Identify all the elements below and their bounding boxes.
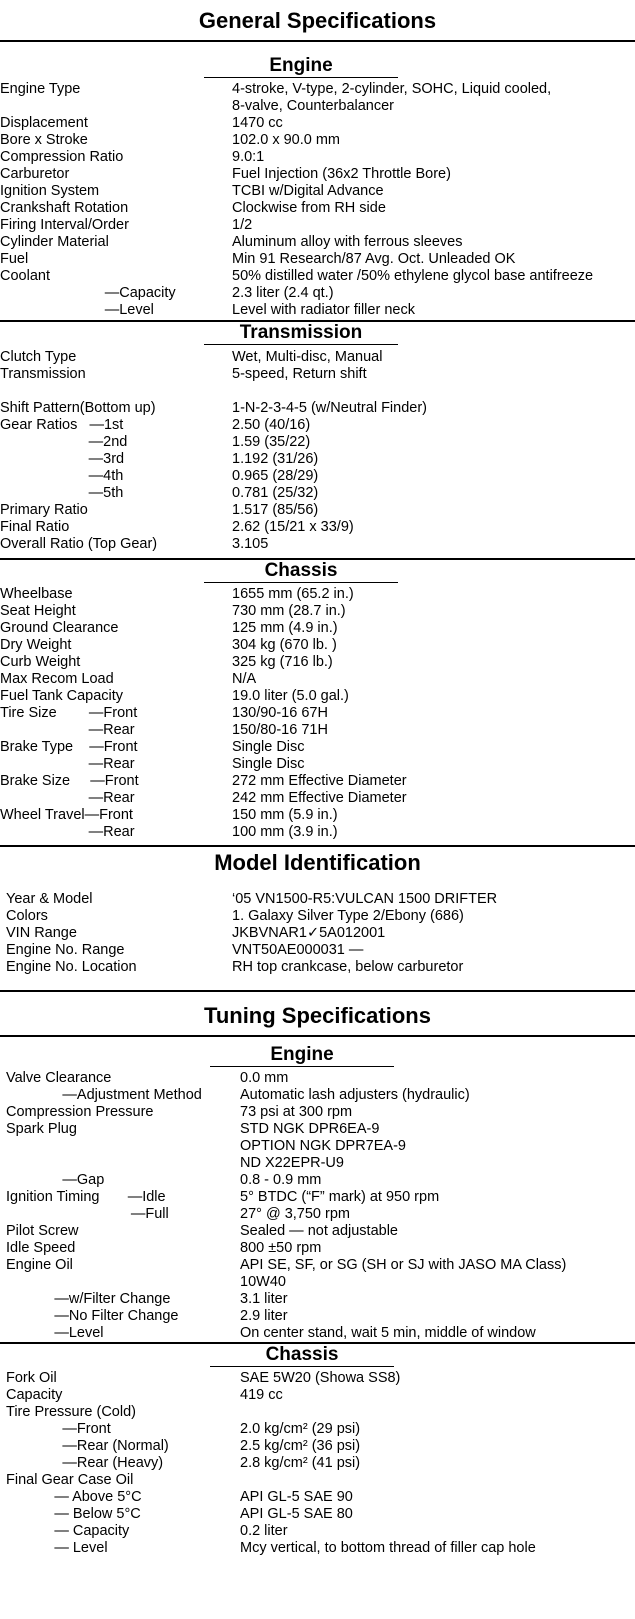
- spec-value: API SE, SF, or SG (SH or SJ with JASO MA Class): [240, 1257, 567, 1273]
- spec-row: [0, 485, 635, 502]
- spec-value: 1.59 (35/22): [232, 434, 311, 450]
- spec-row: [0, 434, 635, 451]
- spec-label: Fuel Tank Capacity: [0, 688, 124, 704]
- spec-label: Gear Ratios —1st: [0, 417, 124, 433]
- spec-label: Coolant: [0, 268, 50, 284]
- spec-row: [0, 1087, 635, 1104]
- spec-row: [0, 1155, 635, 1172]
- spec-label: Engine No. Range: [6, 942, 125, 958]
- spec-value: Level with radiator filler neck: [232, 302, 415, 318]
- spec-value: 5-speed, Return shift: [232, 366, 367, 382]
- spec-value: 1655 mm (65.2 in.): [232, 586, 354, 602]
- spec-row: [0, 1223, 635, 1240]
- chassis-spec-list: [0, 586, 635, 841]
- spec-value: Single Disc: [232, 739, 305, 755]
- spec-label: Colors: [6, 908, 48, 924]
- spec-row: [0, 349, 635, 366]
- spec-label: —Adjustment Method: [6, 1087, 202, 1103]
- spec-row: [0, 1540, 635, 1557]
- spec-label: Bore x Stroke: [0, 132, 88, 148]
- spec-row: [0, 98, 635, 115]
- spec-label: —Rear: [0, 824, 135, 840]
- spec-row: [0, 1070, 635, 1087]
- spec-value: 272 mm Effective Diameter: [232, 773, 407, 789]
- spec-value: 2.62 (15/21 x 33/9): [232, 519, 354, 535]
- spec-label: Dry Weight: [0, 637, 72, 653]
- spec-value: 1.192 (31/26): [232, 451, 319, 467]
- spec-row: [0, 366, 635, 383]
- spec-label: Idle Speed: [6, 1240, 76, 1256]
- spec-value: JKBVNAR1✓5A012001: [232, 925, 386, 941]
- spec-label: Engine Oil: [6, 1257, 73, 1273]
- spec-row: [0, 285, 635, 302]
- spec-row: [0, 268, 635, 285]
- spec-value: 1/2: [232, 217, 253, 233]
- spec-value: ND X22EPR-U9: [240, 1155, 344, 1171]
- spec-row: [0, 925, 635, 942]
- spec-value: 2.9 liter: [240, 1308, 288, 1324]
- spec-value: 800 ±50 rpm: [240, 1240, 322, 1256]
- spec-label: Wheelbase: [0, 586, 73, 602]
- spec-label: — Below 5°C: [6, 1506, 141, 1522]
- spec-label: —Level: [6, 1325, 104, 1341]
- spec-label: Tire Size —Front: [0, 705, 138, 721]
- spec-value: Clockwise from RH side: [232, 200, 386, 216]
- divider: [0, 990, 635, 992]
- spec-row: [0, 739, 635, 756]
- spec-row: [0, 807, 635, 824]
- spec-value: 1470 cc: [232, 115, 283, 131]
- spec-row: [0, 1438, 635, 1455]
- spec-label: —Front: [6, 1421, 111, 1437]
- spec-row: [0, 1404, 635, 1421]
- spec-row: [0, 1506, 635, 1523]
- tuning-engine-spec-list: [0, 1070, 635, 1342]
- spec-value: 0.965 (28/29): [232, 468, 319, 484]
- spec-row: [0, 586, 635, 603]
- divider: [0, 845, 635, 847]
- spec-row: [0, 959, 635, 976]
- spec-row: [0, 417, 635, 434]
- spec-row: [0, 1472, 635, 1489]
- spec-value: 2.3 liter (2.4 qt.): [232, 285, 334, 301]
- spec-row: [0, 400, 635, 417]
- spec-value: Wet, Multi-disc, Manual: [232, 349, 383, 365]
- spec-label: —No Filter Change: [6, 1308, 179, 1324]
- spec-row: [0, 908, 635, 925]
- spec-row: [0, 234, 635, 251]
- spec-label: Carburetor: [0, 166, 70, 182]
- tuning-engine-section-title: Engine: [210, 1045, 394, 1067]
- spec-value: 2.8 kg/cm² (41 psi): [240, 1455, 361, 1471]
- spec-label: —Gap: [6, 1172, 105, 1188]
- spec-row: [0, 132, 635, 149]
- model-identification-list: [0, 891, 635, 976]
- spec-row: [0, 1257, 635, 1274]
- spec-value: N/A: [232, 671, 257, 687]
- spec-label: Primary Ratio: [0, 502, 88, 518]
- spec-label: Spark Plug: [6, 1121, 77, 1137]
- spec-value: On center stand, wait 5 min, middle of window: [240, 1325, 536, 1341]
- spec-label: —Rear (Normal): [6, 1438, 169, 1454]
- spec-row: [0, 1308, 635, 1325]
- spec-row: [0, 1325, 635, 1342]
- spec-row: [0, 824, 635, 841]
- spec-row: [0, 183, 635, 200]
- spec-label: Final Ratio: [0, 519, 70, 535]
- spec-value: API GL-5 SAE 90: [240, 1489, 353, 1505]
- spec-value: RH top crankcase, below carburetor: [232, 959, 464, 975]
- spec-value: 50% distilled water /50% ethylene glycol base antifreeze: [232, 268, 594, 284]
- spec-row: [0, 1189, 635, 1206]
- spec-label: Displacement: [0, 115, 88, 131]
- spec-row: [0, 1172, 635, 1189]
- spec-value: 325 kg (716 lb.): [232, 654, 333, 670]
- spec-label: —Rear (Heavy): [6, 1455, 164, 1471]
- spec-value: 304 kg (670 lb. ): [232, 637, 337, 653]
- spec-value: 419 cc: [240, 1387, 283, 1403]
- spec-label: Ignition Timing —Idle: [6, 1189, 166, 1205]
- spec-row: [0, 1138, 635, 1155]
- spec-label: —Rear: [0, 756, 135, 772]
- spec-value: SAE 5W20 (Showa SS8): [240, 1370, 401, 1386]
- spec-value: Fuel Injection (36x2 Throttle Bore): [232, 166, 451, 182]
- spec-value: 150 mm (5.9 in.): [232, 807, 338, 823]
- spec-row: [0, 81, 635, 98]
- spec-value: 3.1 liter: [240, 1291, 288, 1307]
- spec-value: Automatic lash adjusters (hydraulic): [240, 1087, 470, 1103]
- spec-value: 130/90-16 67H: [232, 705, 328, 721]
- spec-row: [0, 1274, 635, 1291]
- spec-label: —4th: [0, 468, 124, 484]
- spec-value: 2.50 (40/16): [232, 417, 311, 433]
- spec-label: Firing Interval/Order: [0, 217, 129, 233]
- divider: [0, 40, 635, 42]
- spec-row: [0, 1291, 635, 1308]
- spec-row: [0, 217, 635, 234]
- engine-spec-list: [0, 81, 635, 319]
- spec-row: [0, 200, 635, 217]
- spec-label: Curb Weight: [0, 654, 81, 670]
- spec-row: [0, 115, 635, 132]
- spec-value: API GL-5 SAE 80: [240, 1506, 353, 1522]
- spec-label: Shift Pattern(Bottom up): [0, 400, 156, 416]
- spec-row: [0, 637, 635, 654]
- engine-section-title: Engine: [204, 56, 398, 78]
- spec-label: Overall Ratio (Top Gear): [0, 536, 158, 552]
- spec-row: [0, 942, 635, 959]
- spec-value: 0.781 (25/32): [232, 485, 319, 501]
- spec-label: Brake Type —Front: [0, 739, 138, 755]
- spec-value: STD NGK DPR6EA-9: [240, 1121, 380, 1137]
- spec-label: Crankshaft Rotation: [0, 200, 129, 216]
- spec-row: [0, 166, 635, 183]
- spec-label: —Rear: [0, 722, 135, 738]
- spec-label: Engine No. Location: [6, 959, 137, 975]
- spec-row: [0, 519, 635, 536]
- spec-value: Sealed — not adjustable: [240, 1223, 398, 1239]
- tuning-chassis-spec-list: [0, 1370, 635, 1557]
- spec-row: [0, 773, 635, 790]
- spec-row: [0, 468, 635, 485]
- spec-row: [0, 722, 635, 739]
- spec-label: — Level: [6, 1540, 108, 1556]
- spec-label: Transmission: [0, 366, 86, 382]
- spec-value: ‘05 VN1500-R5:VULCAN 1500 DRIFTER: [232, 891, 498, 907]
- spec-row: [0, 891, 635, 908]
- spec-value: Mcy vertical, to bottom thread of filler cap hole: [240, 1540, 536, 1556]
- spec-value: 0.8 - 0.9 mm: [240, 1172, 322, 1188]
- spec-row: [0, 383, 635, 400]
- spec-label: —Level: [0, 302, 154, 318]
- spec-label: Compression Ratio: [0, 149, 124, 165]
- spec-label: —Full: [6, 1206, 169, 1222]
- spec-value: 27° @ 3,750 rpm: [240, 1206, 350, 1222]
- spec-row: [0, 1104, 635, 1121]
- divider: [0, 1035, 635, 1037]
- spec-label: Compression Pressure: [6, 1104, 154, 1120]
- spec-row: [0, 603, 635, 620]
- spec-value: 1.517 (85/56): [232, 502, 319, 518]
- spec-row: [0, 1489, 635, 1506]
- spec-label: Ignition System: [0, 183, 100, 199]
- spec-label: Valve Clearance: [6, 1070, 112, 1086]
- spec-value: 4-stroke, V-type, 2-cylinder, SOHC, Liquid cooled,: [232, 81, 552, 97]
- spec-value: 1. Galaxy Silver Type 2/Ebony (686): [232, 908, 464, 924]
- spec-row: [0, 1121, 635, 1138]
- spec-label: —3rd: [0, 451, 125, 467]
- spec-value: 0.2 liter: [240, 1523, 288, 1539]
- spec-row: [0, 1206, 635, 1223]
- spec-label: Brake Size —Front: [0, 773, 139, 789]
- spec-label: — Above 5°C: [6, 1489, 142, 1505]
- spec-label: Fork Oil: [6, 1370, 57, 1386]
- spec-value: 2.0 kg/cm² (29 psi): [240, 1421, 361, 1437]
- spec-label: Capacity: [6, 1387, 63, 1403]
- spec-row: [0, 149, 635, 166]
- spec-label: Clutch Type: [0, 349, 77, 365]
- spec-value: 1-N-2-3-4-5 (w/Neutral Finder): [232, 400, 427, 416]
- spec-row: [0, 1387, 635, 1404]
- spec-value: Single Disc: [232, 756, 305, 772]
- spec-value: Min 91 Research/87 Avg. Oct. Unleaded OK: [232, 251, 516, 267]
- spec-row: [0, 705, 635, 722]
- spec-row: [0, 1240, 635, 1257]
- spec-label: —w/Filter Change: [6, 1291, 171, 1307]
- spec-value: 100 mm (3.9 in.): [232, 824, 338, 840]
- spec-row: [0, 536, 635, 553]
- spec-row: [0, 671, 635, 688]
- spec-value: 3.105: [232, 536, 269, 552]
- spec-label: Seat Height: [0, 603, 76, 619]
- spec-value: 8-valve, Counterbalancer: [232, 98, 395, 114]
- spec-value: 5° BTDC (“F” mark) at 950 rpm: [240, 1189, 440, 1205]
- spec-value: Aluminum alloy with ferrous sleeves: [232, 234, 463, 250]
- spec-label: Final Gear Case Oil: [6, 1472, 134, 1488]
- spec-row: [0, 1421, 635, 1438]
- spec-row: [0, 1523, 635, 1540]
- spec-value: OPTION NGK DPR7EA-9: [240, 1138, 406, 1154]
- spec-value: 2.5 kg/cm² (36 psi): [240, 1438, 361, 1454]
- spec-value: 73 psi at 300 rpm: [240, 1104, 353, 1120]
- spec-row: [0, 688, 635, 705]
- spec-value: 0.0 mm: [240, 1070, 289, 1086]
- spec-value: 9.0:1: [232, 149, 265, 165]
- spec-label: —Capacity: [0, 285, 176, 301]
- spec-row: [0, 654, 635, 671]
- model-identification-title: Model Identification: [214, 850, 421, 875]
- spec-label: Tire Pressure (Cold): [6, 1404, 136, 1420]
- spec-value: 242 mm Effective Diameter: [232, 790, 407, 806]
- spec-value: 102.0 x 90.0 mm: [232, 132, 340, 148]
- general-specifications-title: General Specifications: [198, 8, 437, 33]
- spec-row: [0, 756, 635, 773]
- spec-value: 10W40: [240, 1274, 286, 1290]
- spec-value: 19.0 liter (5.0 gal.): [232, 688, 349, 704]
- spec-label: VIN Range: [6, 925, 77, 941]
- tuning-chassis-section-title: Chassis: [210, 1345, 394, 1367]
- spec-row: [0, 1370, 635, 1387]
- spec-label: —2nd: [0, 434, 128, 450]
- spec-value: 730 mm (28.7 in.): [232, 603, 346, 619]
- spec-value: 125 mm (4.9 in.): [232, 620, 338, 636]
- spec-row: [0, 620, 635, 637]
- spec-label: — Capacity: [6, 1523, 130, 1539]
- chassis-section-title: Chassis: [204, 561, 398, 583]
- spec-label: Ground Clearance: [0, 620, 119, 636]
- tuning-specifications-title: Tuning Specifications: [204, 1003, 431, 1028]
- spec-row: [0, 451, 635, 468]
- spec-label: Cylinder Material: [0, 234, 109, 250]
- spec-label: —5th: [0, 485, 124, 501]
- spec-row: [0, 502, 635, 519]
- spec-row: [0, 251, 635, 268]
- spec-value: 150/80-16 71H: [232, 722, 328, 738]
- spec-label: Year & Model: [6, 891, 93, 907]
- transmission-spec-list: [0, 349, 635, 553]
- spec-label: —Rear: [0, 790, 135, 806]
- spec-label: Max Recom Load: [0, 671, 114, 687]
- spec-label: Engine Type: [0, 81, 81, 97]
- spec-label: Pilot Screw: [6, 1223, 79, 1239]
- spec-row: [0, 790, 635, 807]
- spec-value: VNT50AE000031 —: [232, 942, 364, 958]
- transmission-section-title: Transmission: [204, 323, 398, 345]
- spec-label: Fuel: [0, 251, 29, 267]
- spec-label: Wheel Travel—Front: [0, 807, 133, 823]
- spec-row: [0, 1455, 635, 1472]
- spec-row: [0, 302, 635, 319]
- spec-value: TCBI w/Digital Advance: [232, 183, 384, 199]
